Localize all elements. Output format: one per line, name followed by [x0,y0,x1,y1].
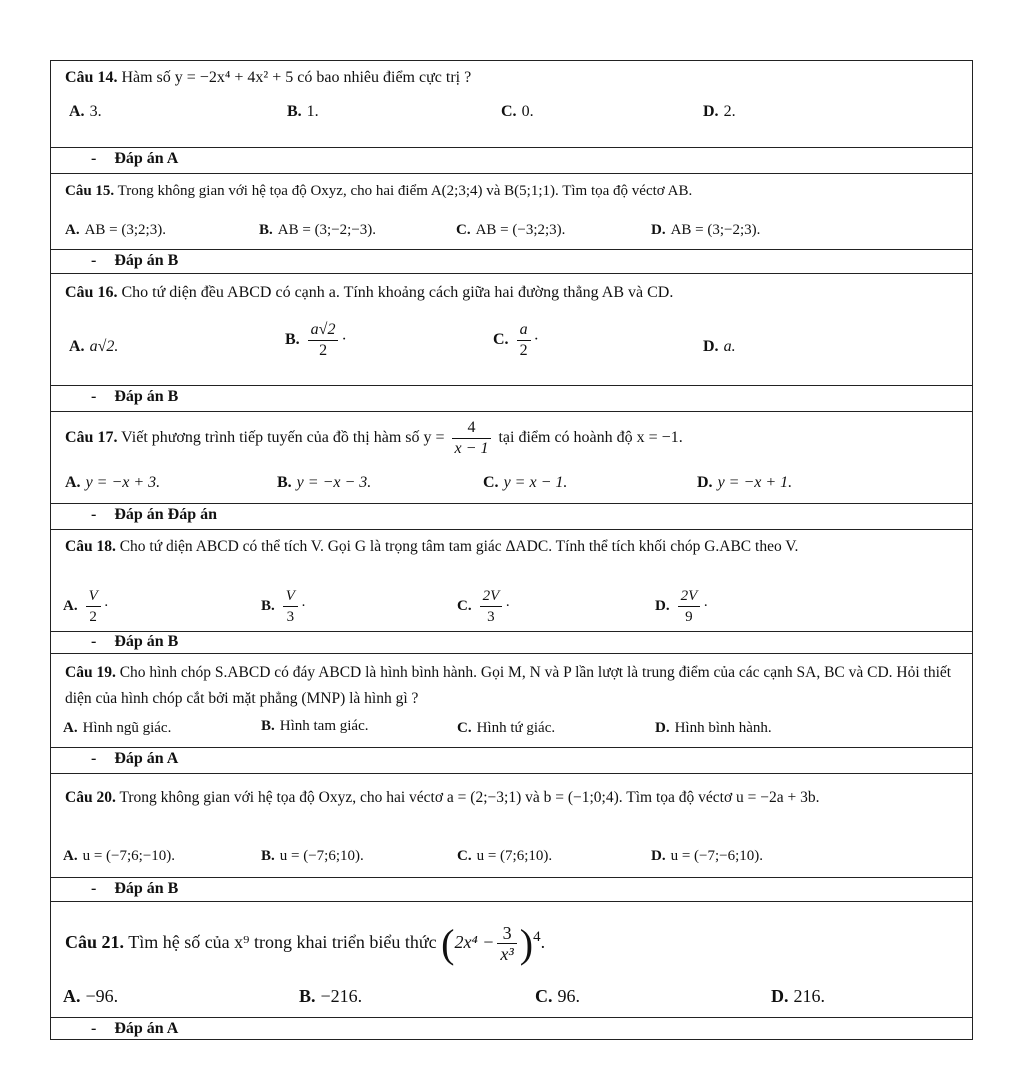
question-14 [51,61,972,147]
answer-label: Đáp án B [114,633,179,650]
option-d[interactable]: D. a. [703,338,736,355]
question-text-b: tại điểm có hoành độ x = −1. [498,429,683,446]
option-c[interactable]: C. y = x − 1. [483,474,568,491]
option-d[interactable]: D. AB = (3;−2;3). [651,222,761,238]
option-a[interactable]: A. 3. [69,103,102,120]
option-a[interactable]: A. u = (−7;6;−10). [63,848,176,864]
question-20 [51,773,972,877]
question-18 [51,529,972,631]
option-c[interactable]: C. 96. [535,986,580,1006]
option-b[interactable]: B. u = (−7;6;10). [261,848,364,864]
answer-label: Đáp án A [114,150,179,167]
question-text: Cho tứ diện ABCD có thể tích V. Gọi G là trọng tâm tam giác ΔADC. Tính thể tích khối chóp G.ABC theo V. [119,538,799,555]
answer-label: Đáp án A [114,1020,179,1037]
option-d[interactable]: D. y = −x + 1. [697,474,793,491]
question-text: Hàm số y = −2x⁴ + 4x² + 5 có bao nhiêu điểm cực trị ? [121,69,472,86]
option-c[interactable]: C. $\frac{a}{2}$ · [493,321,539,359]
answer-row-16: - Đáp án B [51,385,972,411]
option-b[interactable]: B. AB = (3;−2;−3). [259,222,377,238]
option-b[interactable]: B. y = −x − 3. [277,474,372,491]
option-c[interactable]: C. $\frac{2V}{3}$ · [457,588,511,625]
option-c[interactable]: C. 0. [501,103,534,120]
answer-row-18: - Đáp án B [51,631,972,653]
answer-row-14: - Đáp án A [51,147,972,173]
answer-row-15: - Đáp án B [51,249,972,273]
question-15 [51,173,972,249]
option-a[interactable]: A. AB = (3;2;3). [65,222,166,238]
question-label: Câu 20. [65,789,116,806]
question-text: Trong không gian với hệ tọa độ Oxyz, cho hai véctơ a = (2;−3;1) và b = (−1;0;4). Tìm tọa độ véctơ u = −2a + 3b. [119,789,820,806]
question-19 [51,653,972,747]
option-d[interactable]: D. 2. [703,103,736,120]
option-b[interactable]: B. 1. [287,103,319,120]
question-text-a: Viết phương trình tiếp tuyến của đồ thị hàm số y = [121,429,445,446]
option-b[interactable]: B. −216. [299,986,363,1006]
option-c[interactable]: C. u = (7;6;10). [457,848,553,864]
exam-sheet [50,60,973,1040]
question-17 [51,411,972,503]
question-label: Câu 17. [65,429,118,446]
answer-label: Đáp án B [114,880,179,897]
question-16 [51,273,972,385]
question-text: Trong không gian với hệ tọa độ Oxyz, cho hai điểm A(2;3;4) và B(5;1;1). Tìm tọa độ véctơ AB. [117,183,693,199]
option-d[interactable]: D. 216. [771,986,825,1006]
expression: 2x⁴ − [454,932,495,952]
answer-row-21: - Đáp án A [51,1017,972,1041]
answer-label: Đáp án B [114,252,179,269]
option-a[interactable]: A. Hình ngũ giác. [63,720,172,736]
answer-label: Đáp án Đáp án [114,506,218,523]
question-label: Câu 15. [65,183,115,199]
question-text: Cho hình chóp S.ABCD có đáy ABCD là hình bình hành. Gọi M, N và P lần lượt là trung điểm của các cạnh SA, BC và CD. Hỏi thiết diện của hình chóp cắt bởi mặt phẳng (MNP) là hình gì ? [65,664,952,707]
option-d[interactable]: D. Hình bình hành. [655,720,772,736]
question-label: Câu 14. [65,69,118,86]
option-b[interactable]: B. $\frac{a√2}{2}$ · [285,321,347,359]
option-a[interactable]: A. −96. [63,986,119,1006]
option-d[interactable]: D. u = (−7;−6;10). [651,848,764,864]
answer-row-19: - Đáp án A [51,747,972,773]
answer-row-17: - Đáp án Đáp án [51,503,972,529]
exponent: 4 [533,929,541,945]
question-label: Câu 21. [65,932,125,952]
option-b[interactable]: B. Hình tam giác. [261,718,369,734]
question-text: Tìm hệ số của x⁹ trong khai triển biểu thức [128,932,437,952]
option-d[interactable]: D. $\frac{2V}{9}$ · [655,588,709,625]
option-c[interactable]: C. AB = (−3;2;3). [456,222,566,238]
option-b[interactable]: B. $\frac{V}{3}$ · [261,588,306,625]
answer-label: Đáp án A [114,750,179,767]
question-label: Câu 19. [65,664,116,681]
option-a[interactable]: A. y = −x + 3. [65,474,161,491]
option-a[interactable]: A. $\frac{V}{2}$ · [63,588,109,625]
answer-row-20: - Đáp án B [51,877,972,901]
fraction: $\frac{3}{\text{x³}}$ [497,923,516,964]
option-a[interactable]: A. a√2. [69,338,119,355]
question-label: Câu 18. [65,538,116,555]
fraction: $\frac{4}{x - 1}$ [452,418,492,459]
question-text: Cho tứ diện đều ABCD có cạnh a. Tính khoảng cách giữa hai đường thẳng AB và CD. [121,284,674,301]
question-label: Câu 16. [65,284,118,301]
option-c[interactable]: C. Hình tứ giác. [457,720,556,736]
answer-label: Đáp án B [114,388,179,405]
question-21: Câu 21. Tìm hệ số của x⁹ trong khai triển biểu thức (2x⁴ − $\frac{3}{\text{x³}}$ )$^4$. A. −96. B. −216. C. 96. D. 216. [51,901,972,1017]
